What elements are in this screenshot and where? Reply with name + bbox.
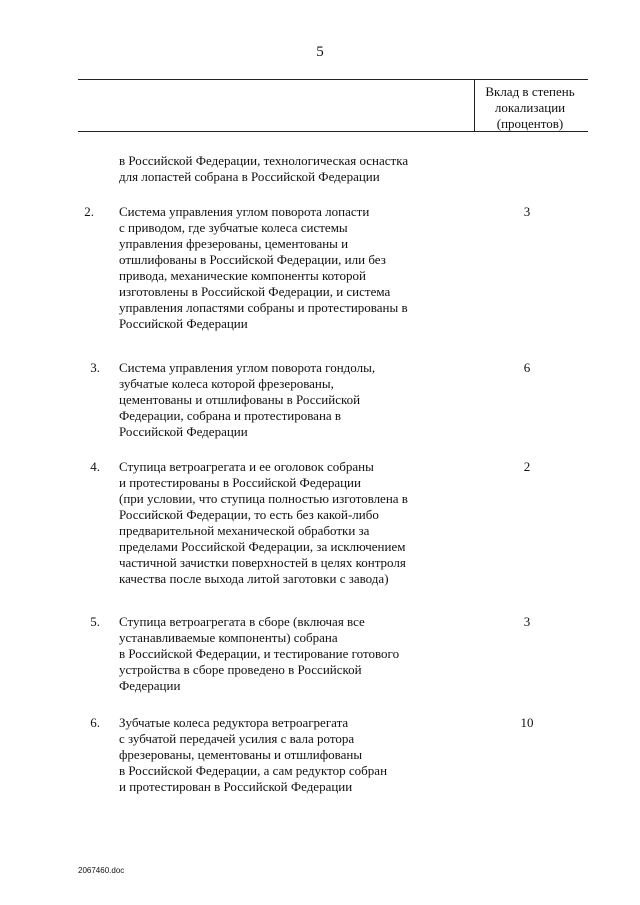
text-line: Зубчатые колеса редуктора ветроагрегата xyxy=(119,715,349,730)
text-line: управления лопастями собраны и протестированы в xyxy=(119,300,408,315)
item-value: 3 xyxy=(523,204,531,219)
item-number: 3. xyxy=(90,360,100,375)
text-line: Ступица ветроагрегата в сборе (включая все xyxy=(119,614,365,629)
text-line: частичной зачистки поверхностей в целях контроля xyxy=(119,555,406,570)
text-line: Федерации xyxy=(119,678,181,693)
text-line: и протестирован в Российской Федерации xyxy=(119,779,353,794)
text-line: с приводом, где зубчатые колеса системы xyxy=(119,220,348,235)
text-line: и протестированы в Российской Федерации xyxy=(119,475,361,490)
document-footer: 2067460.doc xyxy=(78,866,125,875)
text-line: управления фрезерованы, цементованы и xyxy=(119,236,349,251)
text-line: в Российской Федерации, а сам редуктор собран xyxy=(119,763,388,778)
text-line: Российской Федерации xyxy=(119,316,248,331)
text-line: цементованы и отшлифованы в Российской xyxy=(119,392,361,407)
column-header xyxy=(474,84,586,132)
column-header-line: локализации xyxy=(494,100,566,115)
text-line: устанавливаемые компоненты) собрана xyxy=(119,630,338,645)
text-line: Федерации, собрана и протестирована в xyxy=(119,408,342,423)
text-line: привода, механические компоненты которой xyxy=(119,268,366,283)
text-line: пределами Российской Федерации, за исключением xyxy=(119,539,406,554)
column-header-line: (процентов) xyxy=(496,116,564,131)
item-description xyxy=(119,204,408,332)
text-line: (при условии, что ступица полностью изготовлена в xyxy=(119,491,408,506)
header-rule-bottom xyxy=(78,131,588,132)
item-value: 2 xyxy=(523,459,531,474)
item-value: 10 xyxy=(520,715,534,730)
item-number: 2. xyxy=(84,204,94,219)
text-line: Ступица ветроагрегата и ее оголовок собраны xyxy=(119,459,374,474)
text-line: Система управления углом поворота лопасти xyxy=(119,204,370,219)
item-description xyxy=(119,614,399,694)
text-line: зубчатые колеса которой фрезерованы, xyxy=(119,376,334,391)
text-line: предварительной механической обработки за xyxy=(119,523,370,538)
text-line: Российской Федерации xyxy=(119,424,248,439)
text-line: фрезерованы, цементованы и отшлифованы xyxy=(119,747,363,762)
item-number: 4. xyxy=(90,459,100,474)
text-line: в Российской Федерации, технологическая оснастка xyxy=(119,153,409,168)
page-number: 5 xyxy=(316,44,324,60)
text-line: отшлифованы в Российской Федерации, или без xyxy=(119,252,386,267)
text-line: в Российской Федерации, и тестирование готового xyxy=(119,646,400,661)
column-header-line: Вклад в степень xyxy=(485,84,575,99)
item-value: 3 xyxy=(523,614,531,629)
text-line: Российской Федерации, то есть без какой-либо xyxy=(119,507,379,522)
item-description xyxy=(119,459,408,587)
item-description xyxy=(119,715,387,795)
text-line: устройства в сборе проведено в Российской xyxy=(119,662,362,677)
continuation-text xyxy=(119,153,408,185)
item-number: 6. xyxy=(90,715,100,730)
text-line: качества после выхода литой заготовки с завода) xyxy=(119,571,389,586)
text-line: для лопастей собрана в Российской Федерации xyxy=(119,169,380,184)
text-line: Система управления углом поворота гондолы, xyxy=(119,360,376,375)
item-number: 5. xyxy=(90,614,100,629)
text-line: изготовлены в Российской Федерации, и система xyxy=(119,284,391,299)
header-rule-top xyxy=(78,79,588,80)
text-line: с зубчатой передачей усилия с вала ротора xyxy=(119,731,355,746)
item-value: 6 xyxy=(523,360,531,375)
item-description xyxy=(119,360,375,440)
